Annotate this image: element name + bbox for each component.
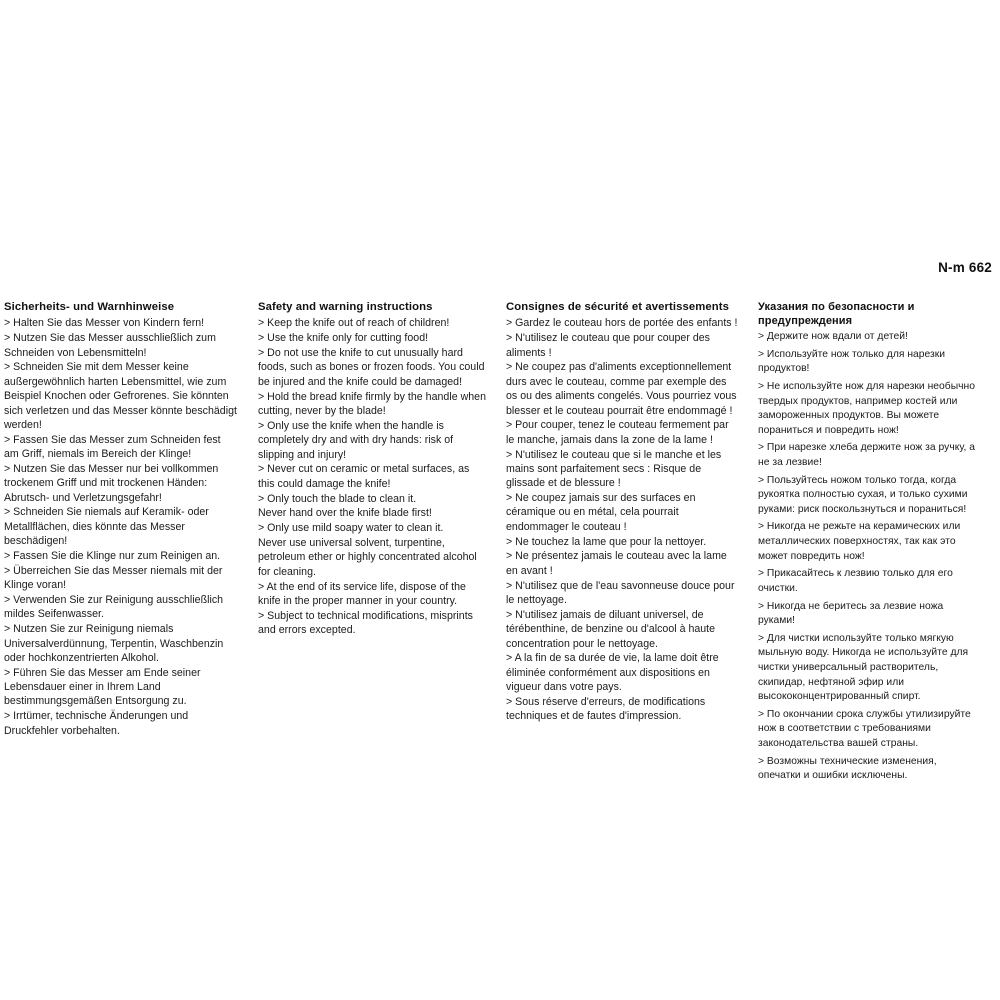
instruction-line: > Never cut on ceramic or metal surfaces, as this could damage the knife! [258,463,470,490]
column-english [256,300,504,638]
instruction-line: > По окончании срока службы утилизируйте нож в соответствии с требованиями законодательства вашей страны. [758,708,971,749]
instruction-line: > Возможны технические изменения, опечатки и ошибки исключены. [758,755,937,782]
instruction-line: > Gardez le couteau hors de portée des enfants ! [506,317,738,330]
column-german [0,300,256,738]
instruction-line: > A la fin de sa durée de vie, la lame doit être éliminée conformément aux dispositions en vigueur dans votre pays. [506,652,719,694]
instruction-line: > Use the knife only for cutting food! [258,332,429,345]
instruction-line: > Schneiden Sie niemals auf Keramik- oder Metallflächen, dies könnte das Messer beschädigen! [4,506,209,548]
instruction-line: > Only use mild soapy water to clean it. [258,522,444,535]
instruction-line: > Ne présentez jamais le couteau avec la lame en avant ! [506,550,727,577]
column-title-english: Safety and warning instructions [258,301,433,313]
instruction-line: > Nutzen Sie das Messer ausschließlich zum Schneiden von Lebensmitteln! [4,332,216,359]
instruction-line: > Fassen Sie die Klinge nur zum Reinigen an. [4,549,221,562]
instruction-line: > Держите нож вдали от детей! [758,331,908,343]
column-russian [756,300,1000,787]
instruction-line: > Irrtümer, technische Änderungen und Druckfehler vorbehalten. [4,710,189,737]
instruction-line: > Не используйте нож для нарезки необычно твердых продуктов, например костей или замороженных продуктов. Вы можете пораниться и повредить нож! [758,380,975,436]
instruction-line: > Halten Sie das Messer von Kindern fern! [4,317,205,330]
instruction-line: > Überreichen Sie das Messer niemals mit der Klinge voran! [4,564,223,592]
instruction-line: > Для чистки используйте только мягкую мыльную воду. Никогда не используйте для чистки универсальный растворитель, скипидар, нефтяной эфир или высококонцентрированный спирт. [758,632,969,703]
instruction-line: > Ne touchez la lame que pour la nettoyer. [506,535,707,548]
instruction-line: > Пользуйтесь ножом только тогда, когда рукоятка полностью сухая, и только сухими руками: риск поскользнуться и пораниться! [758,474,968,515]
instruction-line: > Ne coupez pas d'aliments exceptionnellement durs avec le couteau, comme par exemple des os ou des aliments congelés. Vous pourriez vous blesser et le couteau pourrait être endommagé ! [506,361,737,417]
model-code: N-m 662 [938,260,992,275]
instruction-line: > Fassen Sie das Messer zum Schneiden fest am Griff, niemals im Bereich der Klinge! [4,433,221,461]
instruction-line: > Прикасайтесь к лезвию только для его очистки. [758,568,953,594]
column-french [504,300,756,724]
instruction-line: > Schneiden Sie mit dem Messer keine außergewöhnlich harten Lebensmittel, wie zum Beispiel Knochen oder Gefrorenes. Sie könnten sich verletzen und das Messer könnte beschädigt werden! [4,361,237,431]
instruction-line: > Nutzen Sie zur Reinigung niemals Universalverdünnung, Terpentin, Waschbenzin oder hochkonzentrierten Alkohol. [4,623,224,664]
instruction-line: > При нарезке хлеба держите нож за ручку, а не за лезвие! [758,442,976,469]
column-title-french: Consignes de sécurité et avertissements [506,301,730,313]
instruction-line: > N'utilisez jamais de diluant universel, de térébenthine, de benzine ou d'alcool à haute concentration pour le nettoyage. [506,608,716,650]
instruction-line: Never hand over the knife blade first! [258,507,432,520]
instruction-line: > Subject to technical modifications, misprints and errors excepted. [258,609,473,637]
column-title-russian: Указания по безопасности и предупреждения [758,301,915,328]
instruction-line: > Pour couper, tenez le couteau fermement par le manche, jamais dans la zone de la lame ! [506,419,729,446]
instruction-line: > Führen Sie das Messer am Ende seiner Lebensdauer einer in Ihrem Land bestimmungsgemäßen Entsorgung zu. [4,666,201,708]
instruction-line: > N'utilisez le couteau que pour couper des aliments ! [506,332,710,359]
instruction-line: > N'utilisez le couteau que si le manche et les mains sont parfaitement secs : Risque de glissade et de blessure ! [506,448,722,490]
instruction-line: > Only use the knife when the handle is completely dry and with dry hands: risk of slipping and injury! [258,419,454,461]
column-title-german: Sicherheits- und Warnhinweise [4,301,175,313]
instruction-line: > Verwenden Sie zur Reinigung ausschließlich mildes Seifenwasser. [4,593,224,621]
instruction-line: > Do not use the knife to cut unusually hard foods, such as bones or frozen foods. You could be injured and the knife could be damaged! [258,347,485,388]
instruction-line: > N'utilisez que de l'eau savonneuse douce pour le nettoyage. [506,579,735,606]
instruction-line: > At the end of its service life, dispose of the knife in the proper manner in your country. [258,580,466,607]
instruction-line: > Используйте нож только для нарезки продуктов! [758,348,946,375]
instruction-line: > Никогда не беритесь за лезвие ножа руками! [758,600,944,627]
instruction-line: > Only touch the blade to clean it. [258,492,417,505]
instruction-line: > Никогда не режьте на керамических или металлических поверхностях, так как это может повредить нож! [758,521,961,562]
instruction-line: > Hold the bread knife firmly by the handle when cutting, never by the blade! [258,390,486,418]
instruction-line: Never use universal solvent, turpentine, petroleum ether or highly concentrated alcohol for cleaning. [258,537,477,578]
instruction-line: > Sous réserve d'erreurs, de modifications techniques et de fautes d'impression. [506,695,706,723]
instruction-line: > Keep the knife out of reach of children! [258,317,450,330]
instruction-line: > Nutzen Sie das Messer nur bei vollkommen trockenem Griff und mit trockenen Händen: Abrutsch- und Verletzungsgefahr! [4,462,219,504]
instructions-columns [0,300,1000,787]
instruction-line: > Ne coupez jamais sur des surfaces en céramique ou en métal, cela pourrait endommager le couteau ! [506,492,696,533]
